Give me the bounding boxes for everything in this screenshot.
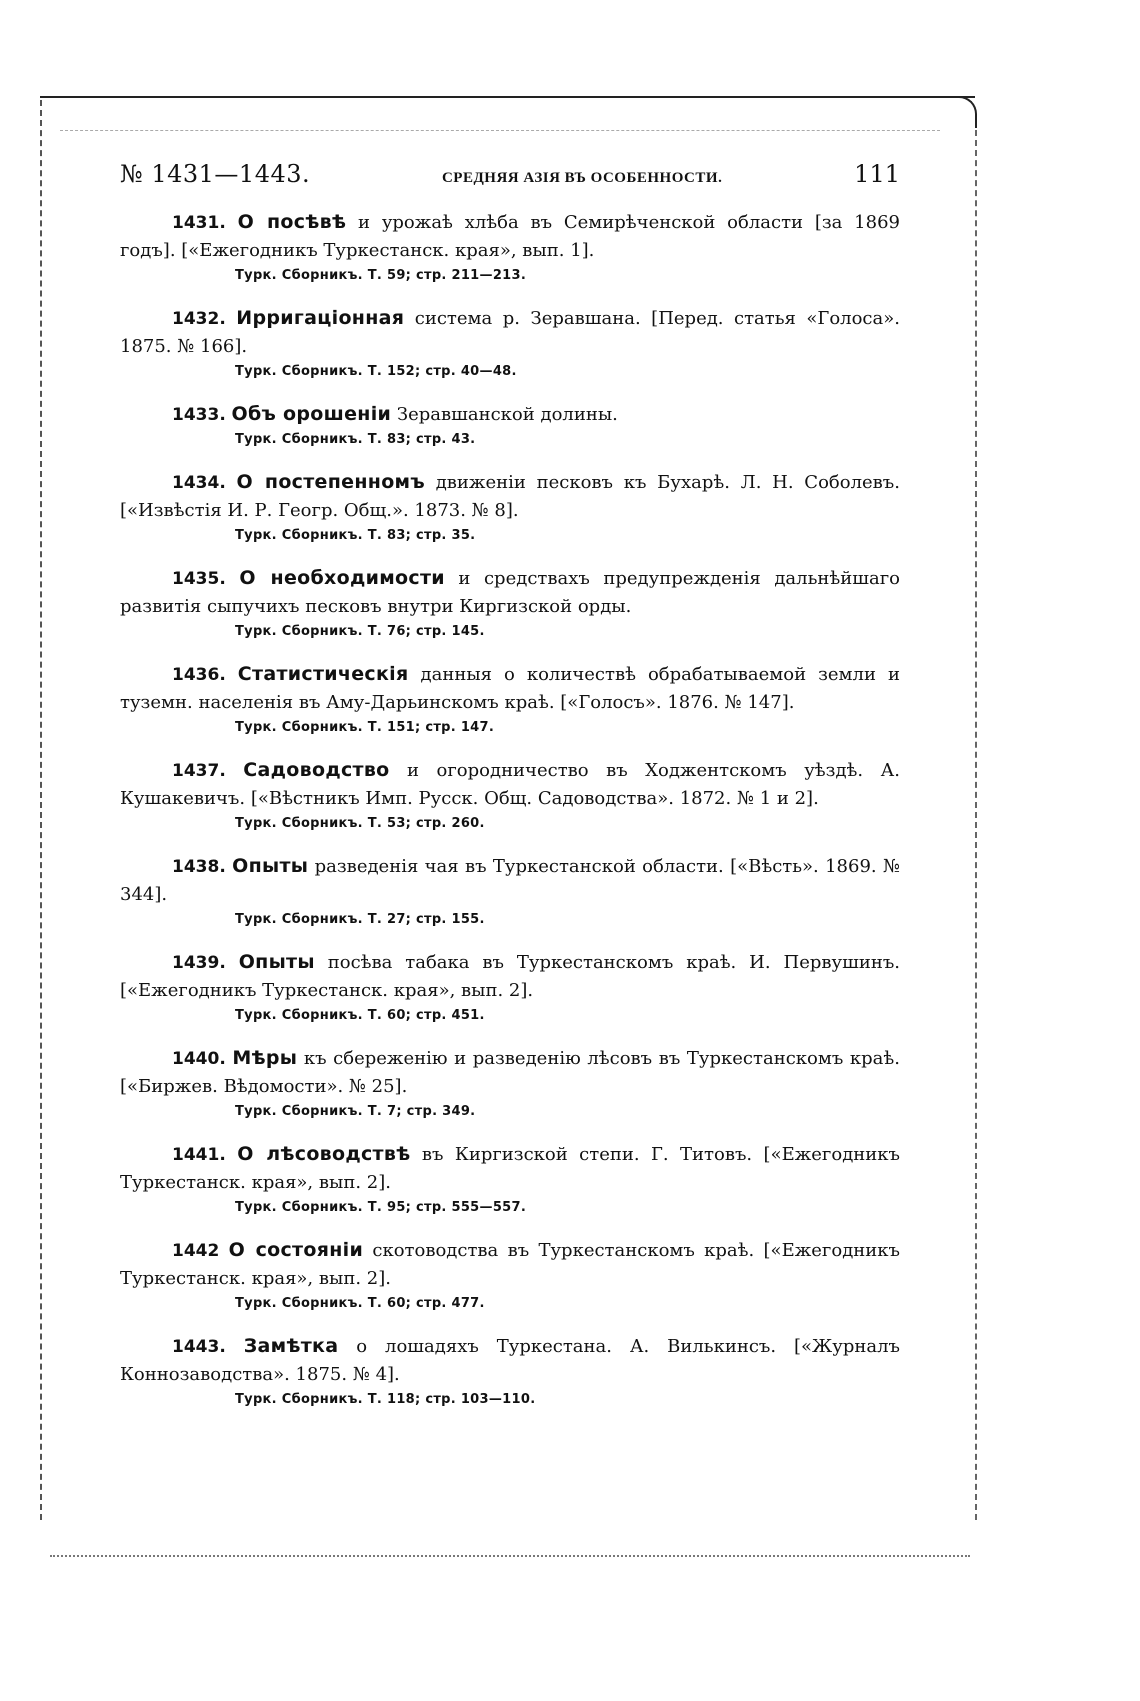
entry-1432 — [120, 304, 900, 383]
entry-lead: О необходимости — [239, 567, 445, 589]
page — [120, 160, 900, 1428]
entry-body: въ Киргизской степи. Г. Титовъ. [«Ежегодникъ Туркестанск. края», вып. 2]. — [120, 1144, 900, 1193]
entry-1433 — [120, 400, 900, 451]
entry-number: 1436. — [172, 665, 226, 685]
entry-source: Турк. Сборникъ. Т. 27; стр. 155. — [235, 912, 485, 927]
entry-text — [120, 756, 900, 813]
entry-text — [120, 1140, 900, 1197]
entry-1440 — [120, 1044, 900, 1123]
entry-lead: Статистическія — [237, 663, 409, 685]
entry-number: 1441. — [172, 1145, 226, 1165]
entry-1441 — [120, 1140, 900, 1219]
entry-1439 — [120, 948, 900, 1027]
entry-text — [120, 1044, 900, 1101]
page-number: 111 — [854, 160, 900, 188]
entry-source: Турк. Сборникъ. Т. 7; стр. 349. — [235, 1104, 476, 1119]
entry-lead: Замѣтка — [243, 1335, 339, 1357]
section-title: СРЕДНЯЯ АЗІЯ ВЪ ОСОБЕННОСТИ. — [441, 170, 723, 186]
entry-body: посѣва табака въ Туркестанскомъ краѣ. И. Первушинъ. [«Ежегодникъ Туркестанск. края», вып. 2]. — [120, 952, 900, 1001]
frame-inner-rule — [60, 130, 940, 131]
entry-text — [120, 1236, 900, 1293]
entry-number: 1437. — [172, 761, 226, 781]
entry-lead: О посѣвѣ — [237, 211, 347, 233]
entry-lead: О постепенномъ — [236, 471, 425, 493]
entry-source: Турк. Сборникъ. Т. 118; стр. 103—110. — [235, 1392, 536, 1407]
entry-number: 1442 — [172, 1241, 220, 1261]
entry-number: 1433. — [172, 405, 226, 425]
entry-text — [120, 468, 900, 525]
frame-right-rule — [975, 130, 977, 1520]
entry-source: Турк. Сборникъ. Т. 53; стр. 260. — [235, 816, 485, 831]
entry-text — [120, 208, 900, 265]
entry-number: 1440. — [172, 1049, 226, 1069]
frame-left-rule — [40, 100, 42, 1520]
entry-lead: Опыты — [232, 855, 309, 877]
entry-body: движеніи песковъ къ Бухарѣ. Л. Н. Соболевъ. [«Извѣстія И. Р. Геогр. Общ.». 1873. № 8]. — [120, 472, 900, 521]
entry-range: № 1431—1443. — [120, 160, 311, 188]
entry-lead: Объ орошеніи — [231, 403, 392, 425]
entry-lead: Опыты — [238, 951, 315, 973]
entry-1437 — [120, 756, 900, 835]
entry-number: 1443. — [172, 1337, 226, 1357]
entry-source: Турк. Сборникъ. Т. 151; стр. 147. — [235, 720, 495, 735]
entry-body: о лошадяхъ Туркестана. А. Вилькинсъ. [«Журналъ Коннозаводства». 1875. № 4]. — [120, 1336, 900, 1385]
entry-source: Турк. Сборникъ. Т. 60; стр. 451. — [235, 1008, 485, 1023]
entry-number: 1432. — [172, 309, 226, 329]
entry-1431 — [120, 208, 900, 287]
entry-number: 1438. — [172, 857, 226, 877]
entry-source: Турк. Сборникъ. Т. 83; стр. 35. — [235, 528, 476, 543]
entry-body: къ сбереженію и разведенію лѣсовъ въ Туркестанскомъ краѣ. [«Биржев. Вѣдомости». № 25]. — [120, 1048, 900, 1097]
entry-body: и огородничество въ Ходжентскомъ уѣздѣ. А. Кушакевичъ. [«Вѣстникъ Имп. Русск. Общ. Садоводства». 1872. № 1 и 2]. — [120, 760, 900, 809]
entry-1436 — [120, 660, 900, 739]
entry-1434 — [120, 468, 900, 547]
entry-body: система р. Зеравшана. [Перед. статья «Голоса». 1875. № 166]. — [120, 308, 900, 357]
entry-lead: Ирригаціонная — [236, 307, 405, 329]
entry-source: Турк. Сборникъ. Т. 76; стр. 145. — [235, 624, 485, 639]
entry-source: Турк. Сборникъ. Т. 152; стр. 40—48. — [235, 364, 517, 379]
entry-text — [120, 1332, 900, 1389]
entry-1443 — [120, 1332, 900, 1411]
entry-body: скотоводства въ Туркестанскомъ краѣ. [«Ежегодникъ Туркестанск. края», вып. 2]. — [120, 1240, 900, 1289]
entry-source: Турк. Сборникъ. Т. 59; стр. 211—213. — [235, 268, 527, 283]
entry-1438 — [120, 852, 900, 931]
entry-source: Турк. Сборникъ. Т. 60; стр. 477. — [235, 1296, 485, 1311]
entry-body: разведенія чая въ Туркестанской области. [«Вѣсть». 1869. № 344]. — [120, 856, 900, 905]
frame-corner — [955, 96, 977, 128]
entry-1442 — [120, 1236, 900, 1315]
frame-bottom-rule — [50, 1555, 970, 1557]
entry-body: Зеравшанской долины. — [391, 404, 618, 425]
entry-body: и урожаѣ хлѣба въ Семирѣченской области [за 1869 годъ]. [«Ежегодникъ Туркестанск. края», вып. 1]. — [120, 212, 900, 261]
entry-text — [120, 304, 900, 361]
entry-text — [120, 852, 900, 909]
entry-body: и средствахъ предупрежденія дальнѣйшаго развитія сыпучихъ песковъ внутри Киргизской орды. — [120, 568, 900, 617]
entry-text — [120, 564, 900, 621]
entry-text — [120, 400, 900, 429]
entry-body: данныя о количествѣ обрабатываемой земли и туземн. населенія въ Аму-Дарьинскомъ краѣ. [«Голосъ». 1876. № 147]. — [120, 664, 900, 713]
entry-number: 1435. — [172, 569, 226, 589]
entry-text — [120, 660, 900, 717]
entry-list — [120, 208, 900, 1411]
entry-lead: О лѣсоводствѣ — [237, 1143, 411, 1165]
entry-number: 1439. — [172, 953, 226, 973]
entry-number: 1434. — [172, 473, 226, 493]
entry-lead: Мѣры — [232, 1047, 298, 1069]
entry-lead: Садоводство — [243, 759, 390, 781]
entry-number: 1431. — [172, 213, 226, 233]
entry-lead: О состояніи — [228, 1239, 364, 1261]
entry-1435 — [120, 564, 900, 643]
running-header — [120, 160, 900, 200]
frame-top-rule — [40, 96, 975, 98]
entry-source: Турк. Сборникъ. Т. 95; стр. 555—557. — [235, 1200, 527, 1215]
entry-text — [120, 948, 900, 1005]
entry-source: Турк. Сборникъ. Т. 83; стр. 43. — [235, 432, 476, 447]
